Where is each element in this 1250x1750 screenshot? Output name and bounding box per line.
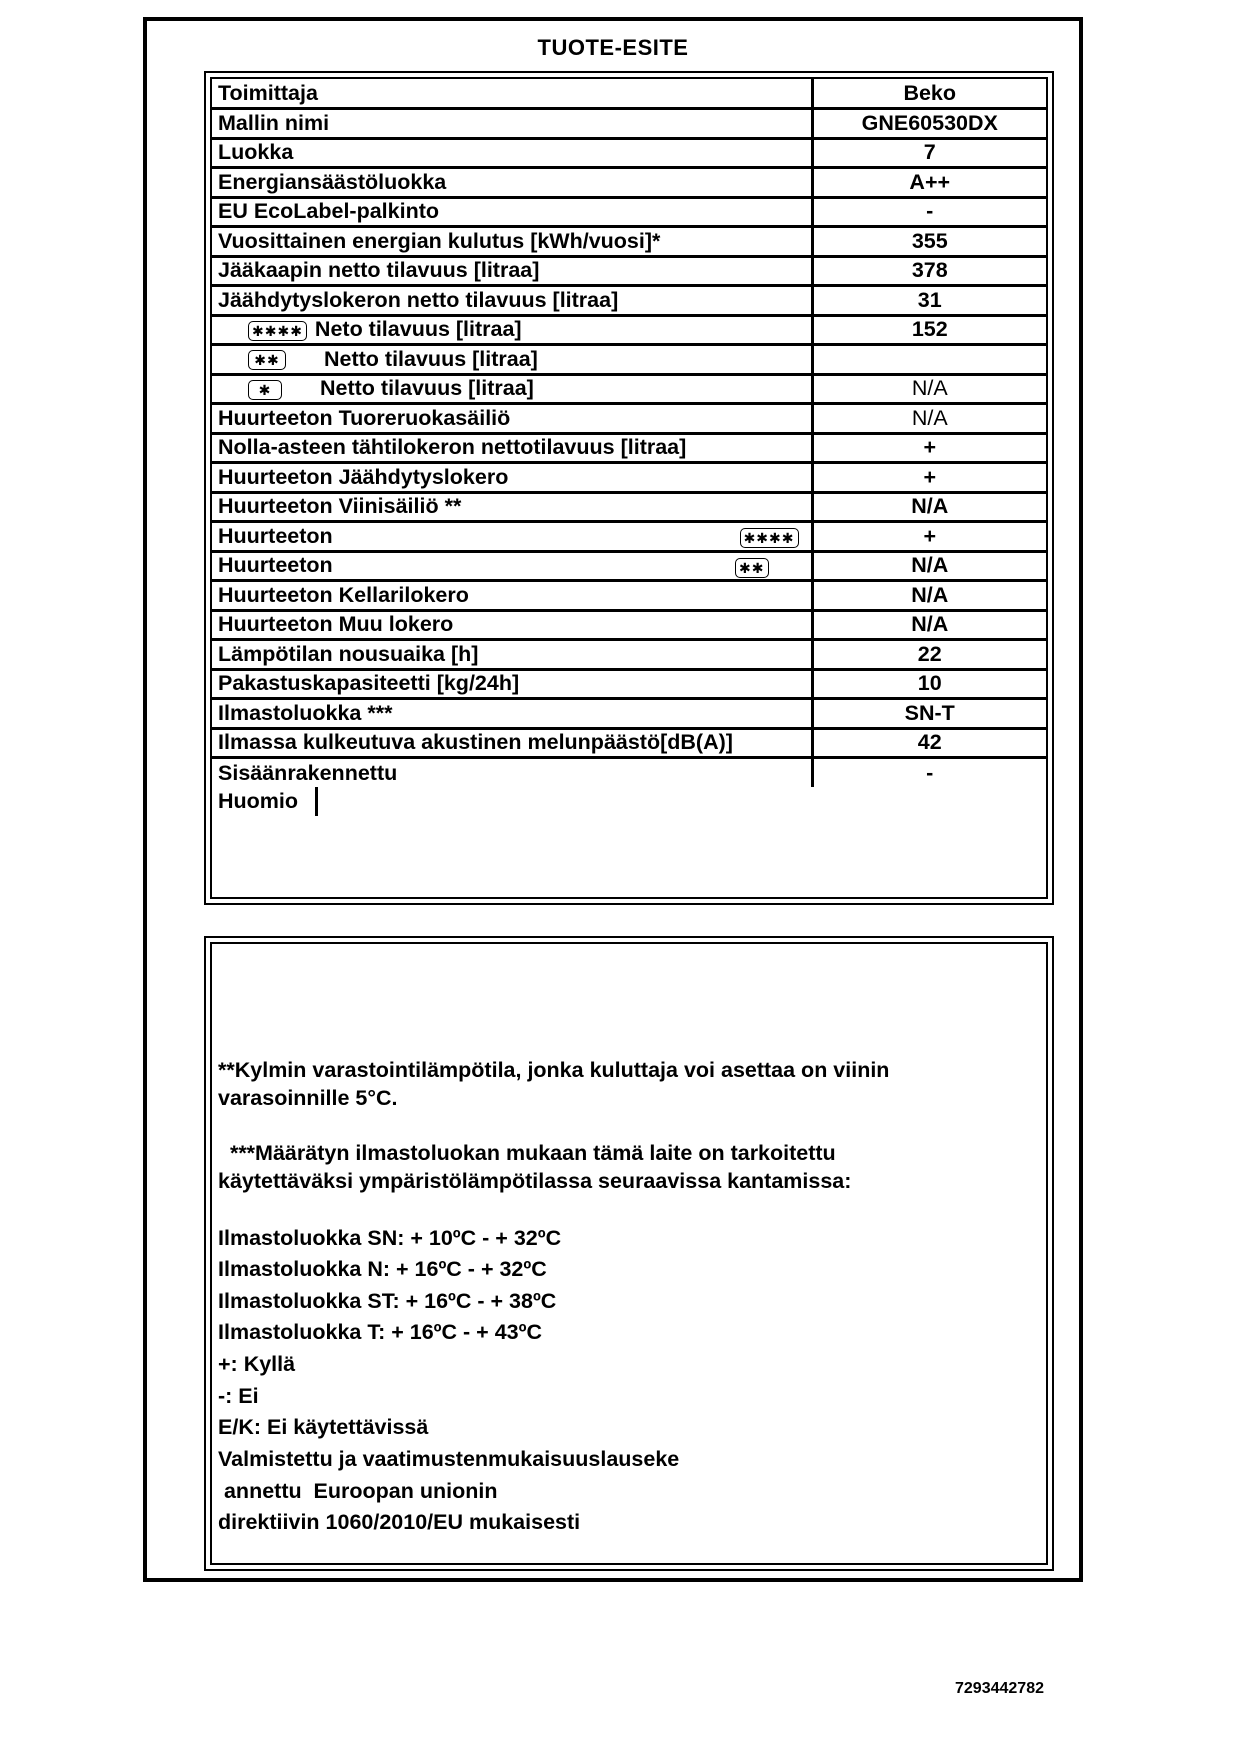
spec-value: 152 — [812, 315, 1046, 345]
note-line: käytettäväksi ympäristölämpötilassa seuraavissa kantamissa: — [218, 1169, 852, 1193]
spec-value: 31 — [812, 286, 1046, 316]
note-line: Ilmastoluokka SN: + 10ºC - + 32ºC — [218, 1226, 562, 1250]
spec-label: Ilmassa kulkeutuva akustinen melunpäästö[dB(A)] — [212, 728, 812, 758]
note-line: Valmistettu ja vaatimustenmukaisuuslauseke — [218, 1447, 680, 1471]
spec-value: + — [812, 463, 1046, 493]
spec-label: Pakastuskapasiteetti [kg/24h] — [212, 669, 812, 699]
spec-row — [212, 551, 1046, 581]
note-line: +: Kyllä — [218, 1352, 296, 1376]
spec-value: N/A — [812, 581, 1046, 611]
spec-row — [212, 669, 1046, 699]
spec-label-text: Huurteeton — [218, 553, 333, 578]
spec-value: + — [812, 433, 1046, 463]
spec-value: N/A — [812, 404, 1046, 434]
spec-value: A++ — [812, 168, 1046, 198]
freezer-star-icon: ✱✱ — [735, 558, 768, 578]
spec-table-inner — [210, 77, 1048, 899]
spec-row — [212, 522, 1046, 552]
spec-label: Huurteeton Viinisäiliö ** — [212, 492, 812, 522]
spec-label: Vuosittainen energian kulutus [kWh/vuosi]* — [212, 227, 812, 257]
spec-value: - — [812, 197, 1046, 227]
spec-label-text: Huurteeton — [218, 523, 333, 548]
note-line: **Kylmin varastointilämpötila, jonka kuluttaja voi asettaa on viinin — [218, 1058, 890, 1082]
spec-value: N/A — [812, 610, 1046, 640]
spec-row — [212, 374, 1046, 404]
spec-row — [212, 581, 1046, 611]
freezer-star-icon: ✱✱✱✱ — [740, 528, 799, 548]
freezer-star-icon: ✱ — [248, 380, 282, 400]
huomio-row — [212, 787, 1046, 816]
document-number: 7293442782 — [955, 1680, 1044, 1697]
spec-label: Jääkaapin netto tilavuus [litraa] — [212, 256, 812, 286]
spec-value — [812, 345, 1046, 375]
spec-value: N/A — [812, 374, 1046, 404]
spec-value: 355 — [812, 227, 1046, 257]
spec-row — [212, 168, 1046, 198]
spec-label: EU EcoLabel-palkinto — [212, 197, 812, 227]
spec-value: - — [926, 760, 934, 785]
spec-label: Mallin nimi — [212, 109, 812, 139]
spec-label-text: Netto tilavuus [litraa] — [324, 346, 538, 371]
freezer-star-icon: ✱✱ — [248, 350, 286, 370]
huomio-label: Huomio — [212, 787, 318, 816]
spec-label — [212, 551, 812, 581]
spec-label: Huurteeton Tuoreruokasäiliö — [212, 404, 812, 434]
spec-row — [212, 256, 1046, 286]
spec-label: Huurteeton Kellarilokero — [212, 581, 812, 611]
spec-label: Nolla-asteen tähtilokeron nettotilavuus [litraa] — [212, 433, 812, 463]
spec-label — [212, 315, 812, 345]
spec-row — [212, 463, 1046, 493]
spec-label: Lämpötilan nousuaika [h] — [212, 640, 812, 670]
spec-value: Beko — [812, 79, 1046, 109]
spec-value: N/A — [812, 551, 1046, 581]
product-sheet-frame — [143, 17, 1083, 1582]
freezer-star-icon: ✱✱✱✱ — [248, 321, 307, 341]
spec-row — [212, 138, 1046, 168]
spec-row — [212, 286, 1046, 316]
spec-label: Huurteeton Jäähdytyslokero — [212, 463, 812, 493]
spec-label — [212, 374, 812, 404]
spec-value: 22 — [812, 640, 1046, 670]
spec-row — [212, 640, 1046, 670]
spec-value: GNE60530DX — [812, 109, 1046, 139]
spec-label-text: Neto tilavuus [litraa] — [314, 317, 522, 342]
note-line: Ilmastoluokka N: + 16ºC - + 32ºC — [218, 1257, 547, 1281]
note-line: direktiivin 1060/2010/EU mukaisesti — [218, 1510, 581, 1534]
note-line: -: Ei — [218, 1384, 259, 1408]
note-line: E/K: Ei käytettävissä — [218, 1415, 429, 1439]
spec-value: SN-T — [812, 699, 1046, 729]
spec-value: + — [812, 522, 1046, 552]
spec-row — [212, 227, 1046, 257]
spec-row — [212, 758, 1046, 788]
spec-label: Toimittaja — [212, 79, 812, 109]
spec-row — [212, 492, 1046, 522]
spec-label-text: Netto tilavuus [litraa] — [320, 376, 534, 401]
spec-row — [212, 404, 1046, 434]
spec-row — [212, 315, 1046, 345]
spec-label: Jäähdytyslokeron netto tilavuus [litraa] — [212, 286, 812, 316]
spec-row — [212, 728, 1046, 758]
note-line: Ilmastoluokka ST: + 16ºC - + 38ºC — [218, 1289, 557, 1313]
note-line: annettu Euroopan unionin — [218, 1479, 498, 1503]
spec-label: Huurteeton Muu lokero — [212, 610, 812, 640]
notes-box — [204, 936, 1054, 1571]
spec-row — [212, 79, 1046, 109]
spec-row — [212, 109, 1046, 139]
spec-value: 42 — [812, 728, 1046, 758]
note-line: varasoinnille 5°C. — [218, 1086, 398, 1110]
spec-label — [212, 345, 812, 375]
spec-label: Ilmastoluokka *** — [212, 699, 812, 729]
spec-value: 378 — [812, 256, 1046, 286]
spec-row — [212, 197, 1046, 227]
spec-table — [212, 79, 1046, 787]
notes-inner — [210, 942, 1048, 1565]
spec-label — [212, 522, 812, 552]
spec-table-box — [204, 71, 1054, 905]
spec-row — [212, 699, 1046, 729]
spec-label: Sisäänrakennettu — [212, 758, 812, 788]
note-line: Ilmastoluokka T: + 16ºC - + 43ºC — [218, 1320, 542, 1344]
spec-label: Energiansäästöluokka — [212, 168, 812, 198]
document-title: TUOTE-ESITE — [537, 35, 689, 60]
spec-value: N/A — [812, 492, 1046, 522]
spec-row — [212, 345, 1046, 375]
spec-value: 10 — [812, 669, 1046, 699]
spec-value: 7 — [812, 138, 1046, 168]
note-line: ***Määrätyn ilmastoluokan mukaan tämä laite on tarkoitettu — [218, 1141, 836, 1165]
spec-row — [212, 610, 1046, 640]
spec-row — [212, 433, 1046, 463]
spec-label: Luokka — [212, 138, 812, 168]
